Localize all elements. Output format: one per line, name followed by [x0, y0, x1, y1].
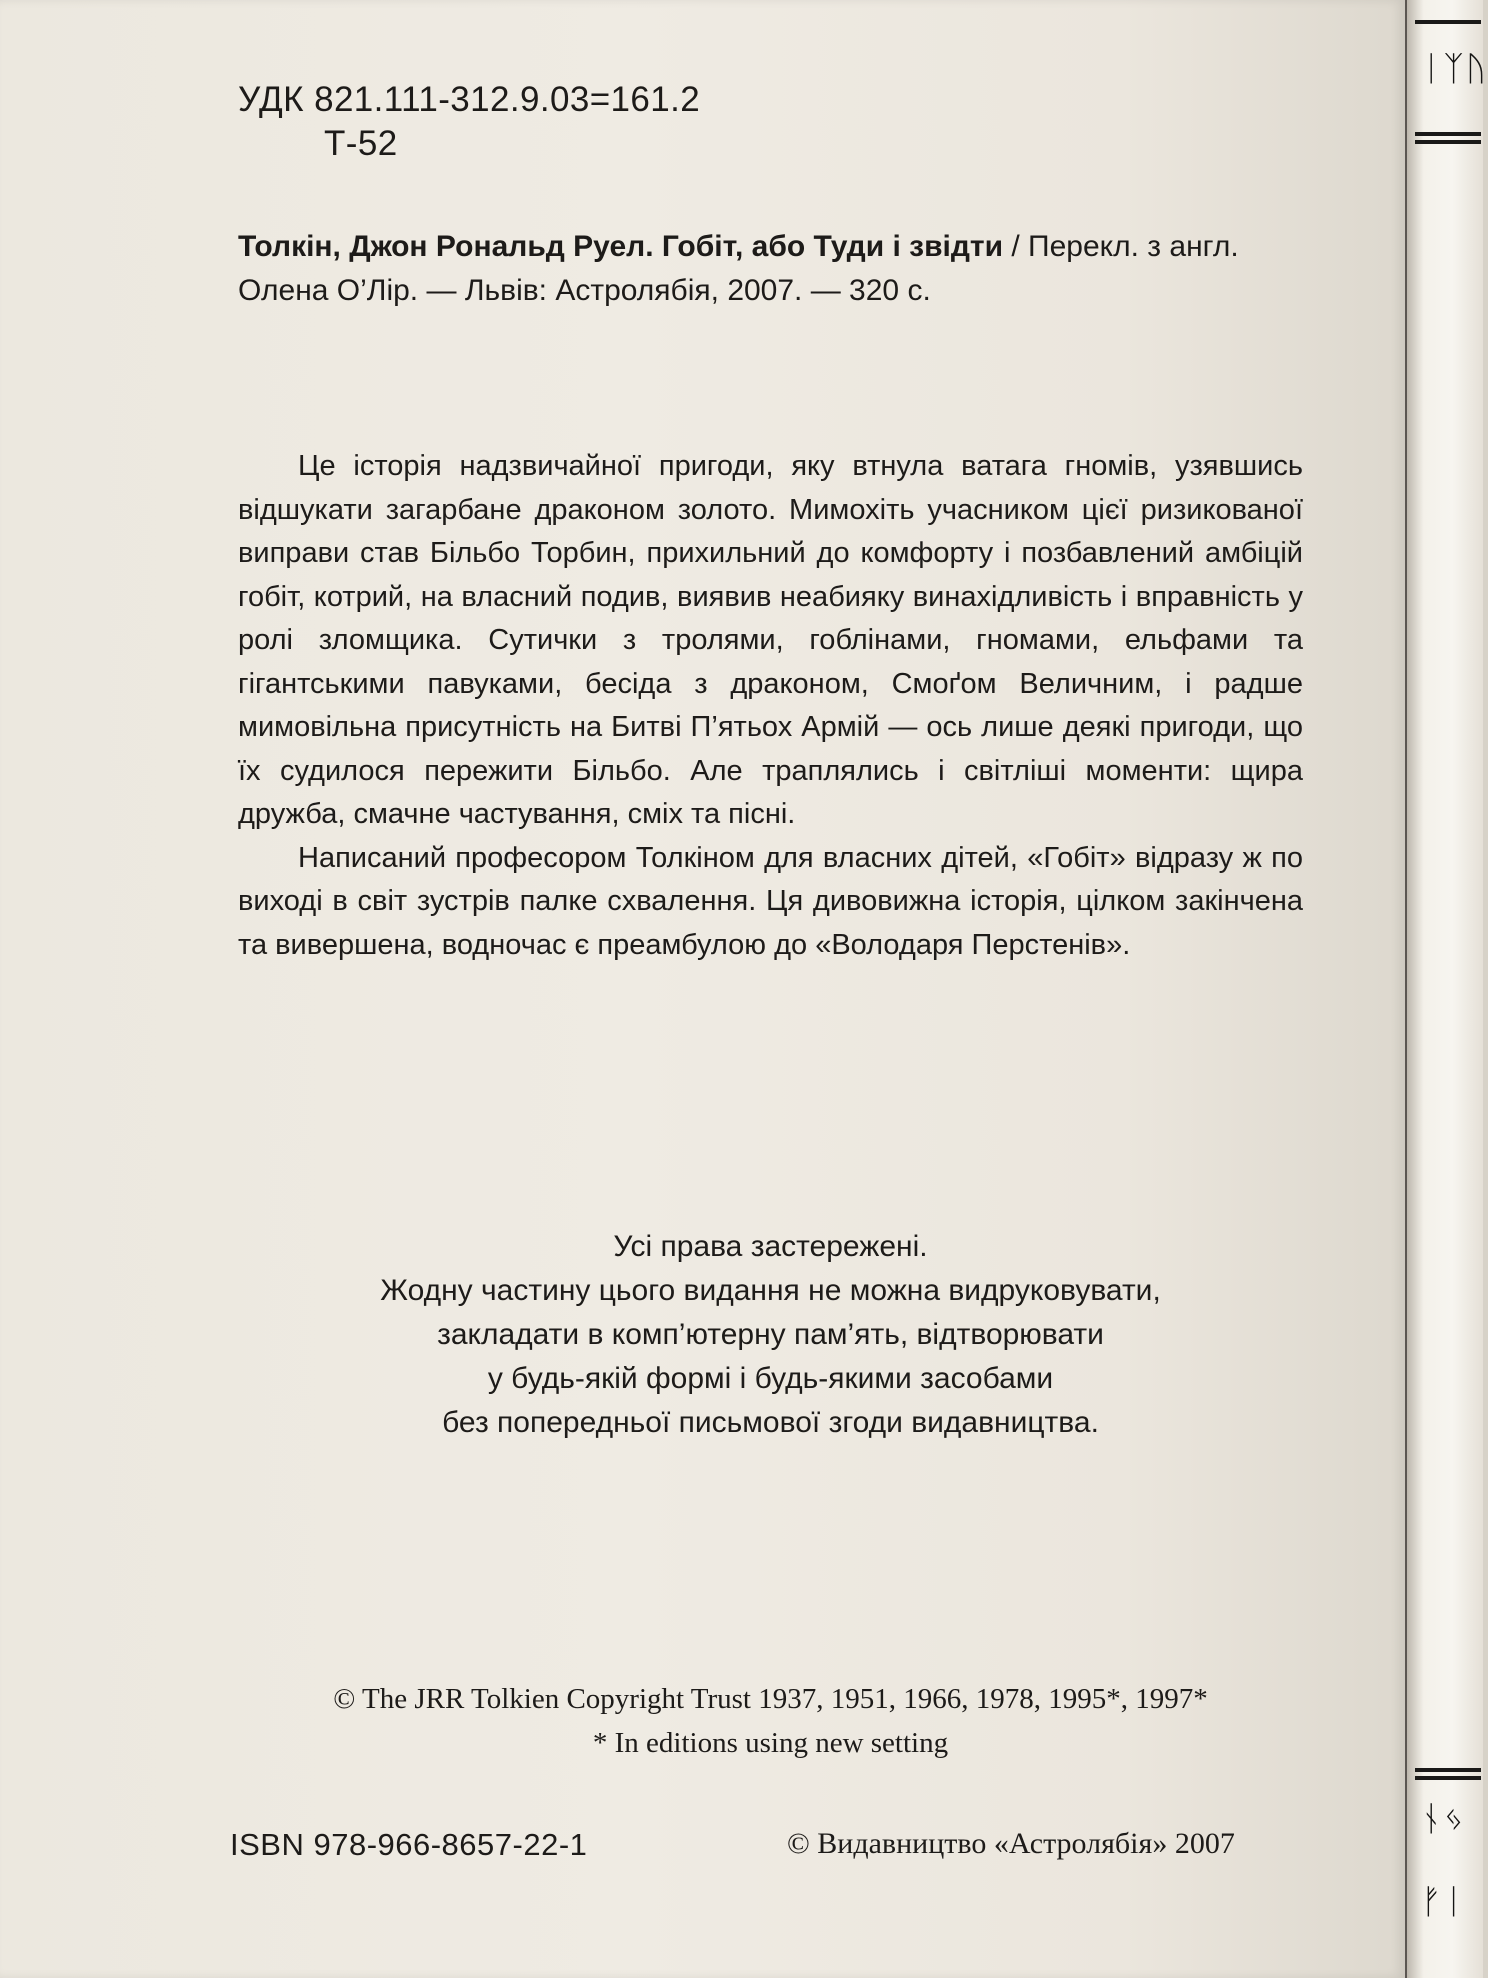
rights-line: закладати в комп’ютерну пам’ять, відтворювати [437, 1318, 1104, 1351]
summary-paragraph: Написаний професором Толкіном для власних дітей, «Гобіт» відразу ж по виході в світ зустрів палке схвалення. Ця дивовижна історія, цілком закінчена та вивершена, водночас є преамбулою до «Володаря Перстенів». [238, 841, 1303, 961]
copyright-footnote: * In editions using new setting [592, 1727, 949, 1759]
rune-border-icon: ᚠᛁ [1421, 1882, 1466, 1922]
rights-line: Жодну частину цього видання не можна видруковувати, [380, 1274, 1161, 1307]
copyright-notice [238, 1677, 1303, 1765]
isbn: ISBN 978-966-8657-22-1 [230, 1827, 588, 1862]
bibliographic-record [238, 225, 1303, 313]
rights-line: у будь-якій формі і будь-якими засобами [487, 1362, 1054, 1395]
author-mark: Т-52 [324, 124, 398, 163]
rights-line: без попередньої письмової згоди видавництва. [442, 1406, 1099, 1439]
summary-paragraph: Це історія надзвичайної пригоди, яку втнула ватага гномів, узявшись відшукати загарбане драконом золото. Мимохіть учасником цієї ризикованої виправи став Більбо Торбин, прихильний до комфорту і позбавлений амбіцій гобіт, котрий, на власний подив, виявив неабияку винахідливість і вправність у ролі зломщика. Сутички з тролями, гоблінами, гномами, ельфами та гігантськими павуками, бесіда з драконом, Смоґом Величним, і радше мимовільна присутність на Битві П’ятьох Армій — ось лише деякі пригоди, що їх судилося пережити Більбо. Але траплялись і світліші моменти: щира дружба, смачне частування, сміх та пісні. [238, 450, 1303, 830]
edge-rule [1415, 140, 1481, 144]
copyright-line: © The JRR Tolkien Copyright Trust 1937, 1951, 1966, 1978, 1995*, 1997* [333, 1683, 1208, 1715]
udk-code: УДК 821.111-312.9.03=161.2 [238, 80, 701, 119]
rune-border-icon: ᚾᛃ [1421, 1799, 1466, 1839]
rights-notice [238, 1225, 1303, 1445]
edge-rule [1415, 132, 1481, 136]
edge-rule [1415, 1776, 1481, 1780]
rune-border-icon: ᛁᛉᚢ [1421, 49, 1488, 89]
bibliographic-heading: Толкін, Джон Рональд Руел. Гобіт, або Туди і звідти [238, 230, 1004, 263]
bibliographic-details: / Перекл. з англ. Олена О’Лір. — Львів: Астролябія, 2007. — 320 с. [238, 230, 1239, 307]
book-summary [238, 445, 1303, 967]
rights-line: Усі права застережені. [613, 1230, 928, 1263]
edge-rule [1415, 1768, 1481, 1772]
publisher-copyright: © Видавництво «Астролябія» 2007 [787, 1827, 1235, 1860]
edge-rule [1415, 20, 1481, 24]
udk-classification [238, 78, 700, 166]
adjacent-page-edge [1405, 0, 1488, 1978]
